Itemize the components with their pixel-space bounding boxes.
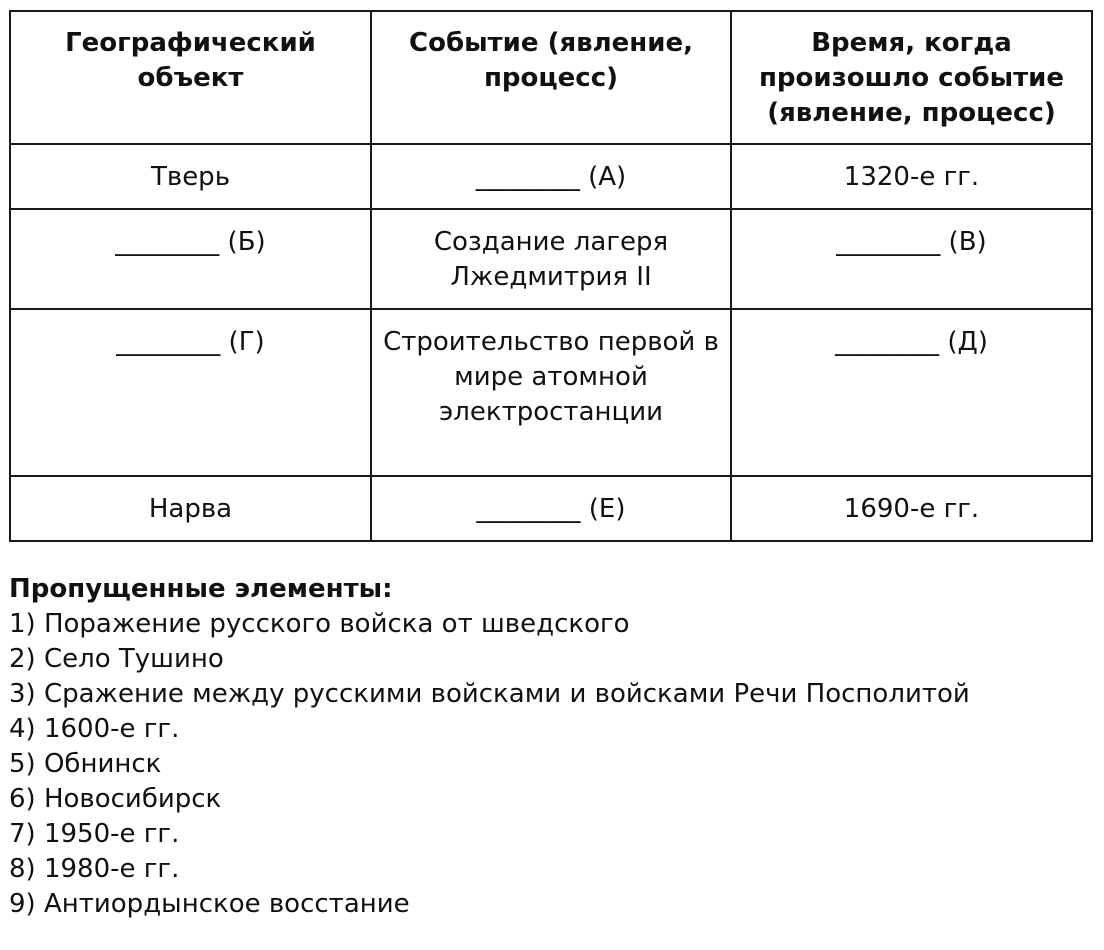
list-item: 9) Антиордынское восстание	[9, 889, 410, 919]
cell-object: Тверь	[10, 144, 371, 209]
list-item: 8) 1980-е гг.	[9, 854, 180, 884]
cell-time: 1320-е гг.	[731, 144, 1092, 209]
cell-event: ________ (Е)	[371, 476, 731, 541]
header-geographic-object: Географический объект	[10, 11, 371, 144]
list-item: 7) 1950-е гг.	[9, 819, 180, 849]
table-row	[10, 144, 1092, 209]
cell-object: Нарва	[10, 476, 371, 541]
list-item: 5) Обнинск	[9, 749, 162, 779]
table-row	[10, 476, 1092, 541]
missing-elements-list	[9, 572, 1099, 922]
cell-object: ________ (Г)	[10, 309, 371, 476]
cell-time: ________ (Д)	[731, 309, 1092, 476]
list-item: 4) 1600-е гг.	[9, 714, 180, 744]
table-row	[10, 209, 1092, 309]
header-time: Время, когда произошло событие (явление, процесс)	[731, 11, 1092, 144]
table-header-row	[10, 11, 1092, 144]
cell-time: ________ (В)	[731, 209, 1092, 309]
header-event: Событие (явление, процесс)	[371, 11, 731, 144]
list-item: 2) Село Тушино	[9, 644, 224, 674]
table-row	[10, 309, 1092, 476]
list-item: 1) Поражение русского войска от шведского	[9, 609, 630, 639]
matching-table	[9, 10, 1093, 542]
list-item: 3) Сражение между русскими войсками и войсками Речи Посполитой	[9, 679, 970, 709]
cell-event: ________ (А)	[371, 144, 731, 209]
task-document	[9, 10, 1091, 542]
list-item: 6) Новосибирск	[9, 784, 222, 814]
cell-event: Строительство первой в мире атомной электростанции	[371, 309, 731, 476]
cell-event: Создание лагеря Лжедмитрия II	[371, 209, 731, 309]
missing-elements-title: Пропущенные элементы:	[9, 574, 393, 604]
cell-object: ________ (Б)	[10, 209, 371, 309]
cell-time: 1690-е гг.	[731, 476, 1092, 541]
